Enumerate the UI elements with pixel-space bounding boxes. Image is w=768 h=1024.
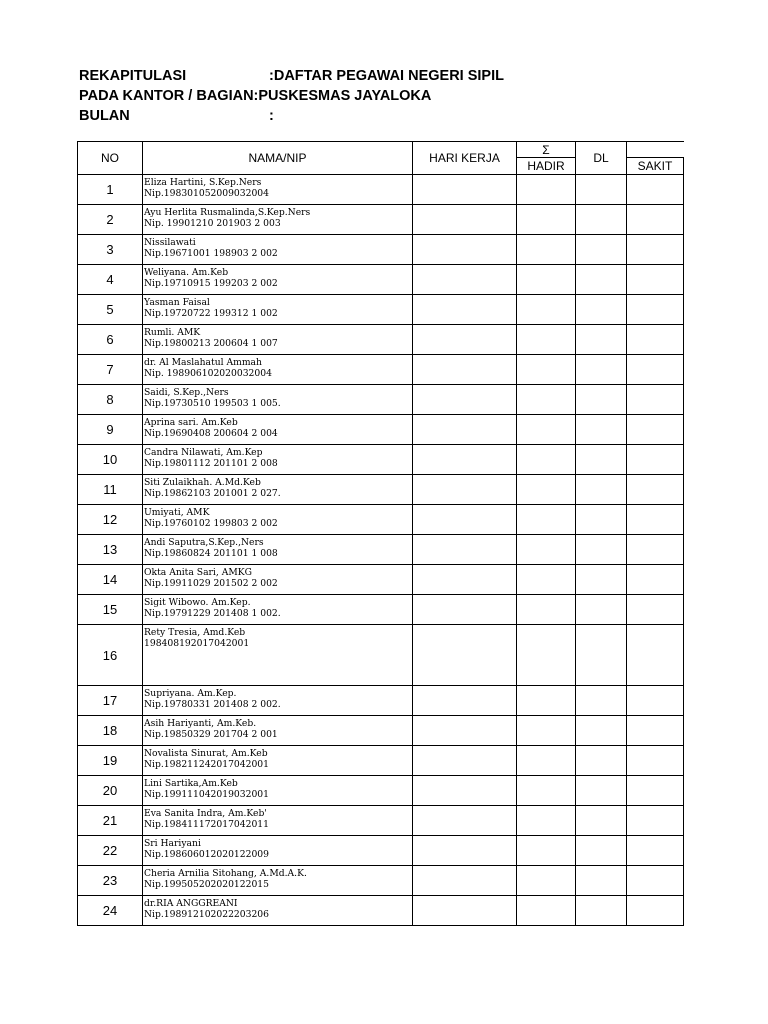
- row-number: 22: [78, 836, 143, 866]
- row-number: 13: [78, 535, 143, 565]
- table-row: [78, 235, 684, 265]
- dl-cell: [576, 776, 627, 806]
- row-number: 1: [78, 175, 143, 205]
- employee-name: Eva Sanita Indra, Am.Keb': [144, 808, 267, 819]
- employee-nip: Nip.199505202020122015: [144, 879, 269, 890]
- employee-cell: [143, 836, 413, 866]
- hadir-cell: [517, 565, 576, 595]
- employee-cell: [143, 625, 413, 686]
- employee-nip: Nip.198211242017042001: [144, 759, 269, 770]
- sakit-cell: [627, 836, 684, 866]
- row-number: 11: [78, 475, 143, 505]
- row-number: 2: [78, 205, 143, 235]
- employee-nip: Nip.19730510 199503 1 005.: [144, 398, 281, 409]
- table-row: [78, 175, 684, 205]
- dl-cell: [576, 295, 627, 325]
- sakit-cell: [627, 595, 684, 625]
- employee-cell: [143, 205, 413, 235]
- hadir-cell: [517, 625, 576, 686]
- sakit-cell: [627, 175, 684, 205]
- employee-name: Saidi, S.Kep.,Ners: [144, 387, 229, 398]
- table-body: [78, 175, 684, 926]
- hadir-cell: [517, 355, 576, 385]
- sakit-cell: [627, 235, 684, 265]
- hadir-cell: [517, 716, 576, 746]
- table-row: [78, 776, 684, 806]
- row-number: 9: [78, 415, 143, 445]
- table-row: [78, 746, 684, 776]
- table-row: [78, 325, 684, 355]
- employee-name: Eliza Hartini, S.Kep.Ners: [144, 177, 262, 188]
- hadir-cell: [517, 535, 576, 565]
- dl-cell: [576, 866, 627, 896]
- employee-cell: [143, 415, 413, 445]
- employee-name: dr.RIA ANGGREANI: [144, 898, 238, 909]
- hadir-cell: [517, 205, 576, 235]
- sakit-cell: [627, 475, 684, 505]
- table-row: [78, 595, 684, 625]
- hari-kerja-cell: [413, 475, 517, 505]
- hadir-cell: [517, 475, 576, 505]
- employee-cell: [143, 595, 413, 625]
- employee-name: Ayu Herlita Rusmalinda,S.Kep.Ners: [144, 207, 311, 218]
- employee-cell: [143, 475, 413, 505]
- column-header-hadir: HADIR: [517, 158, 576, 175]
- dl-cell: [576, 355, 627, 385]
- column-header-nama-nip: NAMA/NIP: [143, 142, 413, 175]
- sakit-cell: [627, 505, 684, 535]
- employee-cell: [143, 686, 413, 716]
- sakit-cell: [627, 896, 684, 926]
- employee-nip: Nip. 19901210 201903 2 003: [144, 218, 281, 229]
- sakit-cell: [627, 806, 684, 836]
- employee-cell: [143, 866, 413, 896]
- employee-name: Okta Anita Sari, AMKG: [144, 567, 252, 578]
- employee-nip: Nip.199111042019032001: [144, 789, 269, 800]
- sakit-cell: [627, 535, 684, 565]
- header-label: PADA KANTOR / BAGIAN: [79, 88, 254, 104]
- row-number: 4: [78, 265, 143, 295]
- dl-cell: [576, 806, 627, 836]
- sakit-cell: [627, 686, 684, 716]
- employee-name: Andi Saputra,S.Kep.,Ners: [144, 537, 264, 548]
- dl-cell: [576, 595, 627, 625]
- table-row: [78, 445, 684, 475]
- hadir-cell: [517, 415, 576, 445]
- hari-kerja-cell: [413, 445, 517, 475]
- dl-cell: [576, 205, 627, 235]
- table-row: [78, 415, 684, 445]
- hari-kerja-cell: [413, 625, 517, 686]
- sakit-cell: [627, 716, 684, 746]
- hari-kerja-cell: [413, 746, 517, 776]
- row-number: 7: [78, 355, 143, 385]
- dl-cell: [576, 415, 627, 445]
- hadir-cell: [517, 776, 576, 806]
- employee-cell: [143, 716, 413, 746]
- sakit-cell: [627, 205, 684, 235]
- employee-cell: [143, 505, 413, 535]
- dl-cell: [576, 265, 627, 295]
- hadir-cell: [517, 836, 576, 866]
- hari-kerja-cell: [413, 565, 517, 595]
- hadir-cell: [517, 746, 576, 776]
- hari-kerja-cell: [413, 836, 517, 866]
- hari-kerja-cell: [413, 235, 517, 265]
- table-row: [78, 205, 684, 235]
- row-number: 17: [78, 686, 143, 716]
- header-separator: :: [253, 88, 259, 104]
- table-row: [78, 625, 684, 686]
- employee-nip: Nip.19671001 198903 2 002: [144, 248, 278, 259]
- hari-kerja-cell: [413, 385, 517, 415]
- row-number: 19: [78, 746, 143, 776]
- employee-nip: Nip.19791229 201408 1 002.: [144, 608, 281, 619]
- sakit-cell: [627, 866, 684, 896]
- dl-cell: [576, 565, 627, 595]
- employee-cell: [143, 445, 413, 475]
- employee-cell: [143, 535, 413, 565]
- hadir-cell: [517, 385, 576, 415]
- table-row: [78, 686, 684, 716]
- hari-kerja-cell: [413, 175, 517, 205]
- hari-kerja-cell: [413, 866, 517, 896]
- dl-cell: [576, 235, 627, 265]
- employee-nip: Nip.19690408 200604 2 004: [144, 428, 278, 439]
- employee-name: Umiyati, AMK: [144, 507, 210, 518]
- sakit-cell: [627, 415, 684, 445]
- row-number: 24: [78, 896, 143, 926]
- row-number: 5: [78, 295, 143, 325]
- employee-nip: Nip.19720722 199312 1 002: [144, 308, 278, 319]
- sakit-cell: [627, 325, 684, 355]
- row-number: 14: [78, 565, 143, 595]
- employee-name: Siti Zulaikhah. A.Md.Keb: [144, 477, 261, 488]
- hari-kerja-cell: [413, 295, 517, 325]
- table-row: [78, 295, 684, 325]
- table-row: [78, 896, 684, 926]
- hadir-cell: [517, 325, 576, 355]
- dl-cell: [576, 385, 627, 415]
- table-row: [78, 265, 684, 295]
- hadir-cell: [517, 686, 576, 716]
- employee-nip: Nip.198301052009032004: [144, 188, 269, 199]
- header-row-kantor: [79, 86, 504, 106]
- dl-cell: [576, 686, 627, 716]
- sakit-cell: [627, 445, 684, 475]
- hadir-cell: [517, 896, 576, 926]
- employee-nip: 198408192017042001: [144, 638, 250, 649]
- dl-cell: [576, 475, 627, 505]
- employee-name: Supriyana. Am.Kep.: [144, 688, 237, 699]
- hari-kerja-cell: [413, 415, 517, 445]
- row-number: 20: [78, 776, 143, 806]
- table-row: [78, 716, 684, 746]
- hadir-cell: [517, 445, 576, 475]
- employee-name: Sigit Wibowo. Am.Kep.: [144, 597, 251, 608]
- row-number: 12: [78, 505, 143, 535]
- document-header: [79, 66, 504, 126]
- row-number: 6: [78, 325, 143, 355]
- table-row: [78, 475, 684, 505]
- employee-nip: Nip.19760102 199803 2 002: [144, 518, 278, 529]
- sakit-cell: [627, 295, 684, 325]
- hadir-cell: [517, 866, 576, 896]
- header-separator: :: [269, 68, 274, 84]
- hadir-cell: [517, 595, 576, 625]
- employee-name: Weliyana. Am.Keb: [144, 267, 229, 278]
- employee-name: Sri Hariyani: [144, 838, 201, 849]
- row-number: 10: [78, 445, 143, 475]
- table-row: [78, 866, 684, 896]
- employee-nip: Nip.19800213 200604 1 007: [144, 338, 278, 349]
- employee-name: Cheria Arnilia Sitohang, A.Md.A.K.: [144, 868, 307, 879]
- employee-nip: Nip.19710915 199203 2 002: [144, 278, 278, 289]
- header-value: DAFTAR PEGAWAI NEGERI SIPIL: [273, 68, 504, 84]
- employee-nip: Nip.198606012020122009: [144, 849, 269, 860]
- hari-kerja-cell: [413, 896, 517, 926]
- row-number: 18: [78, 716, 143, 746]
- employee-cell: [143, 325, 413, 355]
- employee-name: Lini Sartika,Am.Keb: [144, 778, 238, 789]
- hadir-cell: [517, 505, 576, 535]
- employee-nip: Nip.19911029 201502 2 002: [144, 578, 278, 589]
- dl-cell: [576, 535, 627, 565]
- column-header-dl: DL: [576, 142, 627, 175]
- employee-nip: Nip.19801112 201101 2 008: [144, 458, 278, 469]
- hadir-cell: [517, 175, 576, 205]
- column-header-sigma: Σ: [517, 142, 576, 158]
- header-separator: :: [269, 108, 274, 124]
- employee-cell: [143, 896, 413, 926]
- employee-name: Asih Hariyanti, Am.Keb.: [144, 718, 257, 729]
- attendance-table: [77, 141, 684, 926]
- dl-cell: [576, 716, 627, 746]
- employee-nip: Nip.19850329 201704 2 001: [144, 729, 278, 740]
- employee-nip: Nip.19780331 201408 2 002.: [144, 699, 281, 710]
- column-header-blank: [627, 142, 684, 158]
- dl-cell: [576, 505, 627, 535]
- hadir-cell: [517, 295, 576, 325]
- row-number: 8: [78, 385, 143, 415]
- employee-name: Nissilawati: [144, 237, 196, 248]
- hari-kerja-cell: [413, 686, 517, 716]
- hari-kerja-cell: [413, 776, 517, 806]
- employee-nip: Nip.19862103 201001 2 027.: [144, 488, 281, 499]
- column-header-hari-kerja: HARI KERJA: [413, 142, 517, 175]
- employee-cell: [143, 235, 413, 265]
- dl-cell: [576, 325, 627, 355]
- sakit-cell: [627, 746, 684, 776]
- row-number: 23: [78, 866, 143, 896]
- employee-cell: [143, 385, 413, 415]
- dl-cell: [576, 896, 627, 926]
- employee-name: Candra Nilawati, Am.Kep: [144, 447, 263, 458]
- table-row: [78, 836, 684, 866]
- table-row: [78, 385, 684, 415]
- sakit-cell: [627, 776, 684, 806]
- employee-name: Rumli. AMK: [144, 327, 201, 338]
- hari-kerja-cell: [413, 325, 517, 355]
- employee-cell: [143, 776, 413, 806]
- row-number: 3: [78, 235, 143, 265]
- table-row: [78, 505, 684, 535]
- sakit-cell: [627, 625, 684, 686]
- hadir-cell: [517, 806, 576, 836]
- dl-cell: [576, 445, 627, 475]
- sakit-cell: [627, 385, 684, 415]
- hadir-cell: [517, 265, 576, 295]
- hari-kerja-cell: [413, 265, 517, 295]
- employee-cell: [143, 806, 413, 836]
- hari-kerja-cell: [413, 535, 517, 565]
- hari-kerja-cell: [413, 355, 517, 385]
- dl-cell: [576, 746, 627, 776]
- header-label: REKAPITULASI: [79, 68, 187, 84]
- employee-nip: Nip. 198906102020032004: [144, 368, 272, 379]
- hari-kerja-cell: [413, 505, 517, 535]
- employee-name: Novalista Sinurat, Am.Keb: [144, 748, 268, 759]
- sakit-cell: [627, 265, 684, 295]
- employee-cell: [143, 565, 413, 595]
- employee-name: Rety Tresia, Amd.Keb: [144, 627, 246, 638]
- employee-cell: [143, 175, 413, 205]
- hadir-cell: [517, 235, 576, 265]
- employee-name: dr. Al Maslahatul Ammah: [144, 357, 262, 368]
- table-row: [78, 565, 684, 595]
- employee-cell: [143, 355, 413, 385]
- dl-cell: [576, 836, 627, 866]
- employee-cell: [143, 295, 413, 325]
- employee-cell: [143, 746, 413, 776]
- employee-nip: Nip.198912102022203206: [144, 909, 269, 920]
- row-number: 15: [78, 595, 143, 625]
- sakit-cell: [627, 355, 684, 385]
- employee-nip: Nip.19860824 201101 1 008: [144, 548, 278, 559]
- header-label: BULAN: [79, 108, 130, 124]
- hari-kerja-cell: [413, 205, 517, 235]
- table-row: [78, 535, 684, 565]
- table-row: [78, 355, 684, 385]
- employee-name: Aprina sari. Am.Keb: [144, 417, 238, 428]
- column-header-no: NO: [78, 142, 143, 175]
- employee-cell: [143, 265, 413, 295]
- column-header-sakit: SAKIT: [627, 158, 684, 175]
- row-number: 16: [78, 625, 143, 686]
- row-number: 21: [78, 806, 143, 836]
- table-row: [78, 806, 684, 836]
- dl-cell: [576, 625, 627, 686]
- hari-kerja-cell: [413, 806, 517, 836]
- hari-kerja-cell: [413, 716, 517, 746]
- header-value: PUSKESMAS JAYALOKA: [258, 88, 432, 104]
- employee-name: Yasman Faisal: [144, 297, 210, 308]
- hari-kerja-cell: [413, 595, 517, 625]
- header-row-bulan: [79, 106, 504, 126]
- sakit-cell: [627, 565, 684, 595]
- employee-nip: Nip.198411172017042011: [144, 819, 269, 830]
- header-row-rekapitulasi: [79, 66, 504, 86]
- dl-cell: [576, 175, 627, 205]
